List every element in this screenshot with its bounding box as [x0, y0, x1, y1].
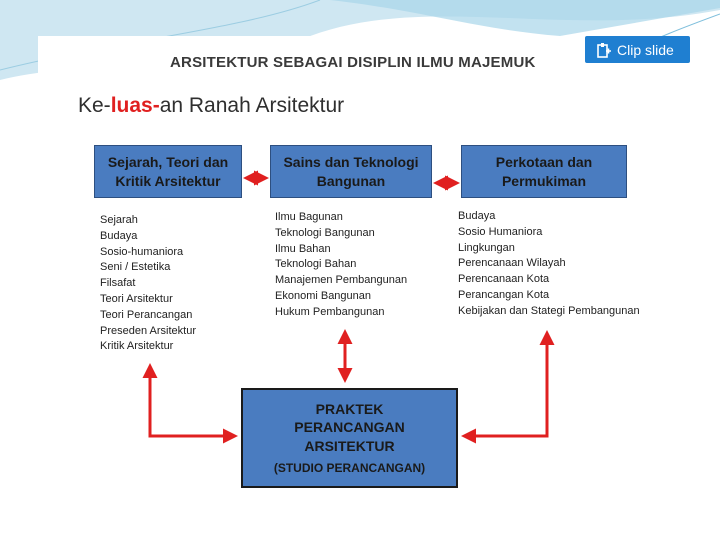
list-item: Teknologi Bangunan	[275, 226, 375, 239]
subtitle-highlight: luas-	[110, 94, 160, 117]
list-item: Teori Perancangan	[100, 308, 193, 321]
subtitle-suffix: an Ranah Arsitektur	[159, 94, 345, 117]
list-sejarah	[100, 213, 196, 355]
list-item: Ilmu Bagunan	[275, 211, 343, 223]
list-item: Filsafat	[100, 277, 136, 290]
slide-subtitle	[78, 94, 344, 118]
list-item: Teknologi Bahan	[275, 258, 357, 271]
box4-line3: ARSITEKTUR	[304, 438, 395, 455]
list-item: Perancangan Kota	[458, 288, 550, 301]
list-item: Hukum Pembangunan	[275, 305, 385, 318]
box2-line2: Bangunan	[316, 172, 386, 189]
list-item: Sosio Humaniora	[458, 225, 543, 238]
box-praktek-perancangan	[241, 388, 458, 488]
list-item: Seni / Estetika	[100, 261, 171, 274]
list-sains	[275, 210, 407, 321]
list-item: Kritik Arsitektur	[100, 340, 174, 353]
list-item: Perencanaan Kota	[458, 273, 550, 286]
list-item: Budaya	[100, 229, 138, 242]
box2-line1: Sains dan Teknologi	[283, 153, 419, 170]
box4-line1: PRAKTEK	[315, 400, 384, 417]
box1-line1: Sejarah, Teori dan	[107, 153, 229, 170]
box3-line1: Perkotaan dan	[495, 153, 593, 170]
list-item: Ekonomi Bangunan	[275, 289, 372, 302]
list-item: Teori Arsitektur	[100, 292, 173, 305]
list-perkotaan	[458, 209, 640, 320]
box1-line2: Kritik Arsitektur	[115, 172, 221, 189]
clip-slide-label: Clip slide	[617, 41, 674, 58]
slide-title: ARSITEKTUR SEBAGAI DISIPLIN ILMU MAJEMUK	[170, 54, 536, 71]
box3-line2: Permukiman	[501, 172, 587, 189]
list-item: Sejarah	[100, 214, 138, 226]
subtitle-prefix: Ke-	[78, 94, 111, 117]
list-item: Preseden Arsitektur	[100, 324, 196, 337]
list-item: Lingkungan	[458, 241, 515, 254]
clip-slide-button[interactable]	[585, 36, 690, 63]
list-item: Kebijakan dan Stategi Pembangunan	[458, 304, 640, 317]
box-sains-teknologi	[270, 145, 432, 198]
list-item: Sosio-humaniora	[100, 245, 184, 258]
box-sejarah-teori-kritik	[94, 145, 242, 198]
list-item: Manajemen Pembangunan	[275, 274, 408, 287]
list-item: Perencanaan Wilayah	[458, 257, 566, 270]
clip-icon	[597, 42, 611, 58]
list-item: Ilmu Bahan	[275, 242, 331, 255]
box-perkotaan-permukiman	[461, 145, 627, 198]
box4-line4: (STUDIO PERANCANGAN)	[273, 461, 426, 476]
box4-line2: PERANCANGAN	[294, 419, 405, 436]
list-item: Budaya	[458, 210, 496, 222]
